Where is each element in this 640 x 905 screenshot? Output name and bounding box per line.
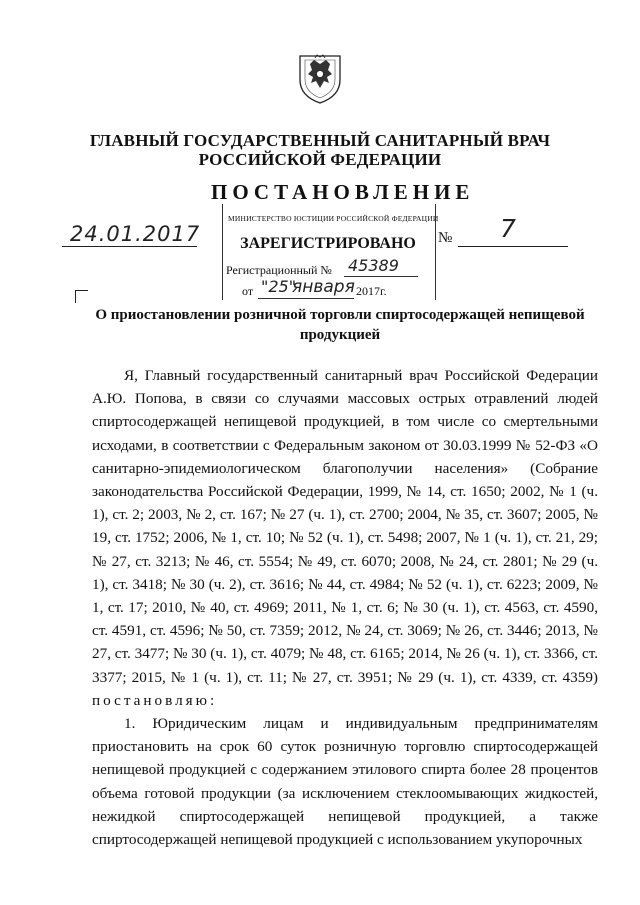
issuer-country: РОССИЙСКОЙ ФЕДЕРАЦИИ (198, 150, 442, 169)
stamp-date-year: 2017г. (356, 284, 387, 298)
number-sign: № (438, 230, 453, 246)
stamp-date-prefix: от (242, 284, 254, 298)
stamp-date-month: января (292, 277, 355, 297)
document-date: 24.01.2017 (70, 222, 201, 246)
preamble-paragraph: Я, Главный государственный санитарный врач Российской Федерации А.Ю. Попова, в связи со случаями массовых острых отравлений людей спиртосодержащей непищевой продукцией, в том числе со смертельными исходами, в соответствии с Федеральным законом от 30.03.1999 № 52-ФЗ «О санитарно-эпидемиологическом благополучии населения» (Собрание законодательства Российской Федерации, 1999, № 14, ст. 1650; 2002, № 1 (ч. 1), ст. 2; 2003, № 2, ст. 167; № 27 (ч. 1), ст. 2700; 2004, № 35, ст. 3607; 2005, № 19, ст. 1752; 2006, № 1, ст. 10; № 52 (ч. 1), ст. 5498; 2007, № 1 (ч. 1), ст. 21, 29; № 27, ст. 3213; № 46, ст. 5554; № 49, ст. 6070; 2008, № 24, ст. 2801; № 29 (ч. 1), ст. 3418; № 30 (ч. 2), ст. 3616; № 44, ст. 4984; № 52 (ч. 1), ст. 6223; 2009, № 1, ст. 17; 2010, № 40, ст. 4969; 2011, № 1, ст. 6; № 30 (ч. 1), ст. 4563, ст. 4590, ст. 4591, ст. 4596; № 50, ст. 7359; 2012, № 24, ст. 3069; № 26, ст. 3446; 2013, № 27, ст. 3477; № 30 (ч. 1), ст. 4079; № 48, ст. 6165; 2014, № 26 (ч. 1), ст. 3366, ст. 3377; 2015, № 1 (ч. 1), ст. 11; № 27, ст. 3951; № 29 (ч. 1), ст. 4339, ст. 4359) постановляю: (92, 367, 598, 709)
subject-corner-mark (75, 290, 88, 303)
stamp-date-underline (258, 298, 354, 299)
issuer-title: ГЛАВНЫЙ ГОСУДАРСТВЕННЫЙ САНИТАРНЫЙ ВРАЧ (89, 131, 551, 150)
stamp-date-day: "25" (261, 277, 297, 296)
document-number: 7 (500, 214, 516, 243)
document-subject: О приостановлении розничной торговли спиртосодержащей непищевой продукцией (95, 307, 585, 343)
preamble-text: Я, Главный государственный санитарный врач Российской Федерации А.Ю. Попова, в связи со случаями массовых острых отравлений людей спиртосодержащей непищевой продукцией, в том числе со смертельными исходами, в соответствии с Федеральным законом от 30.03.1999 № 52-ФЗ «О санитарно-эпидемиологическом благополучии населения» (Собрание законодательства Российской Федерации, 1999, № 14, ст. 1650; 2002, № 1 (ч. 1), ст. 2; 2003, № 2, ст. 167; № 27 (ч. 1), ст. 2700; 2004, № 35, ст. 3607; 2005, № 19, ст. 1752; 2006, № 1, ст. 10; № 52 (ч. 1), ст. 5498; 2007, № 1 (ч. 1), ст. 21, 29; № 27, ст. 3213; № 46, ст. 5554; № 49, ст. 6070; 2008, № 24, ст. 2801; № 29 (ч. 1), ст. 3418; № 30 (ч. 2), ст. 3616; № 44, ст. 4984; № 52 (ч. 1), ст. 6223; 2009, № 1, ст. 17; 2010, № 40, ст. 4969; 2011, № 1, ст. 6; № 30 (ч. 1), ст. 4563, ст. 4590, ст. 4591, ст. 4596; № 50, ст. 7359; 2012, № 24, ст. 3069; № 26, ст. 3446; 2013, № 27, ст. 3477; № 30 (ч. 1), ст. 4079; № 48, ст. 6165; 2014, № 26 (ч. 1), ст. 3366, ст. 3377; 2015, № 1 (ч. 1), ст. 11; № 27, ст. 3951; № 29 (ч. 1), ст. 4339, ст. 4359) (92, 367, 598, 686)
stamp-status: ЗАРЕГИСТРИРОВАНО (240, 235, 416, 252)
stamp-reg-number: 45389 (348, 256, 399, 275)
resolve-word: постановляю (92, 691, 211, 709)
document-type: ПОСТАНОВЛЕНИЕ (211, 180, 475, 204)
stamp-ministry: МИНИСТЕРСТВО ЮСТИЦИИ РОССИЙСКОЙ ФЕДЕРАЦИИ (228, 214, 439, 223)
stamp-reg-underline (344, 276, 418, 277)
item-1-paragraph: 1. Юридическим лицам и индивидуальным предпринимателям приостановить на срок 60 суток розничную торговлю спиртосодержащей непищевой продукцией с содержанием этилового спирта более 28 процентов объема готовой продукции (за исключением стеклоомывающих жидкостей, нежидкой спиртосодержащей непищевой продукцией, а также спиртосодержащей непищевой продукцией с использованием укупорочных (92, 715, 598, 849)
date-underline (62, 246, 197, 247)
number-underline (458, 246, 568, 247)
coat-of-arms-icon (296, 50, 344, 105)
document-body (92, 364, 598, 851)
stamp-reg-label: Регистрационный № (226, 263, 332, 277)
